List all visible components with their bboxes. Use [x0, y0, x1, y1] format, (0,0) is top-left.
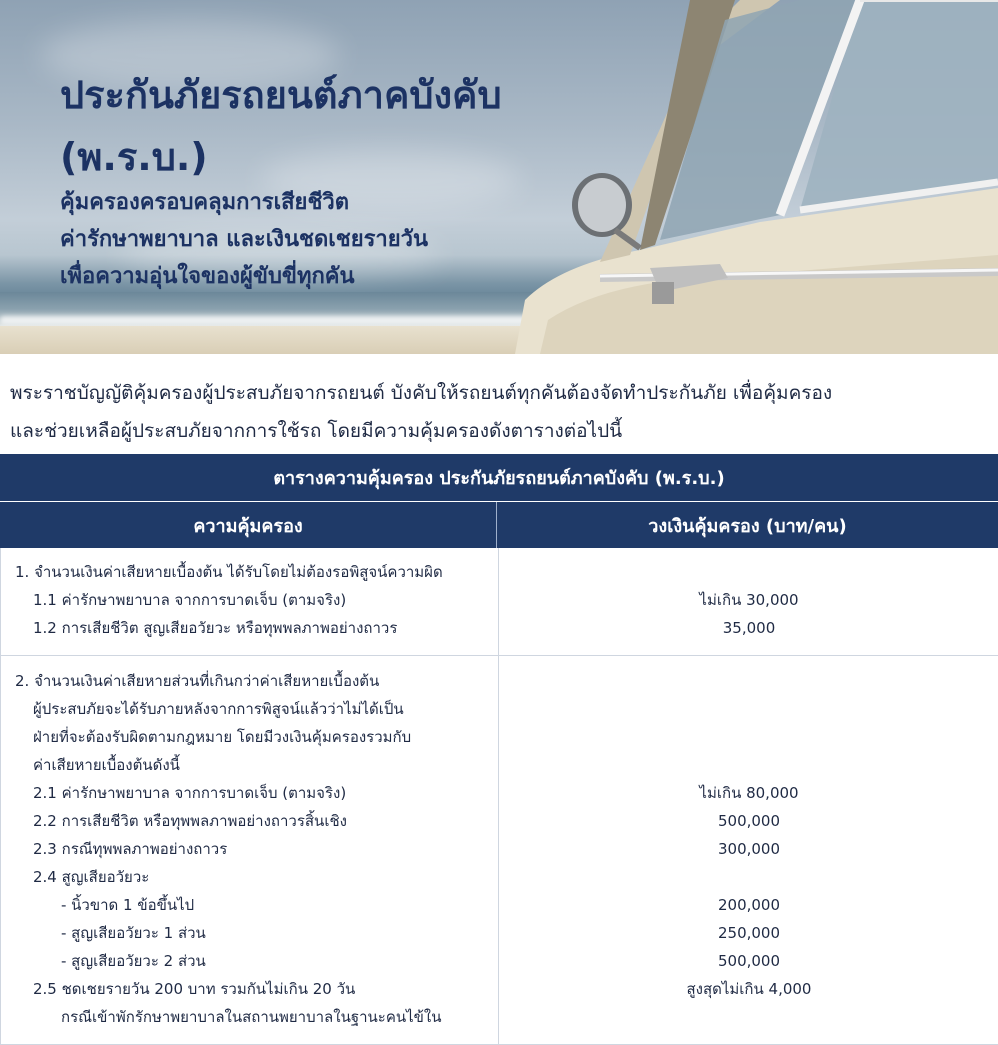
table-row-value: 300,000	[717, 840, 781, 858]
row-divider	[1, 655, 998, 656]
hero-subtitle	[60, 184, 520, 295]
table-row-value: ไม่เกิน 80,000	[699, 784, 799, 802]
table-row-label: 1.2 การเสียชีวิต สูญเสียอวัยวะ หรือทุพพลภาพอย่างถาวร	[33, 619, 398, 637]
coverage-table	[0, 548, 998, 1045]
col-header-coverage: ความคุ้มครอง	[0, 502, 497, 548]
table-row-value: 200,000	[717, 896, 781, 914]
intro-paragraph	[10, 374, 990, 450]
hero-subtitle-line1: คุ้มครองครอบคลุมการเสียชีวิต	[60, 190, 350, 215]
hero-subtitle-line3: เพื่อความอุ่นใจของผู้ขับขี่ทุกคัน	[60, 264, 355, 289]
table-row-label: 2.4 สูญเสียอวัยวะ	[33, 868, 150, 886]
intro-line2: และช่วยเหลือผู้ประสบภัยจากการใช้รถ โดยมีความคุ้มครองดังตารางต่อไปนี้	[10, 420, 623, 442]
table-header	[0, 502, 998, 548]
table-row-value: 500,000	[717, 952, 781, 970]
table-row-label: กรณีเข้าพักรักษาพยาบาลในสถานพยาบาลในฐานะคนไข้ใน	[61, 1008, 442, 1026]
hero-title-line1: ประกันภัยรถยนต์ภาคบังคับ	[60, 73, 502, 117]
table-row-label: - นิ้วขาด 1 ข้อขึ้นไป	[61, 896, 195, 914]
hero-banner	[0, 0, 998, 354]
table-row-value: 500,000	[717, 812, 781, 830]
table-row-value: สูงสุดไม่เกิน 4,000	[686, 980, 812, 998]
section1-heading: 1. จำนวนเงินค่าเสียหายเบื้องต้น ได้รับโดยไม่ต้องรอพิสูจน์ความผิด	[15, 563, 443, 581]
section2-heading-line1: 2. จำนวนเงินค่าเสียหายส่วนที่เกินกว่าค่าเสียหายเบื้องต้น	[15, 672, 380, 690]
section2-heading-line4: ค่าเสียหายเบื้องต้นดังนี้	[33, 756, 180, 774]
hero-title	[60, 64, 580, 188]
table-row-label: 1.1 ค่ารักษาพยาบาล จากการบาดเจ็บ (ตามจริง)	[33, 591, 347, 609]
hero-title-line2: (พ.ร.บ.)	[60, 135, 208, 179]
table-row-label: 2.5 ชดเชยรายวัน 200 บาท รวมกันไม่เกิน 20 วัน	[33, 980, 356, 998]
table-row-value: 250,000	[717, 924, 781, 942]
section2-heading-line2: ผู้ประสบภัยจะได้รับภายหลังจากการพิสูจน์แล้วว่าไม่ได้เป็น	[33, 700, 404, 718]
col-header-limit: วงเงินคุ้มครอง (บาท/คน)	[648, 515, 847, 537]
table-row-value: ไม่เกิน 30,000	[699, 591, 799, 609]
intro-line1: พระราชบัญญัติคุ้มครองผู้ประสบภัยจากรถยนต์ บังคับให้รถยนต์ทุกคันต้องจัดทำประกันภัย เพื่อคุ้มครอง	[10, 382, 833, 404]
table-title: ตารางความคุ้มครอง ประกันภัยรถยนต์ภาคบังคับ (พ.ร.บ.)	[0, 454, 998, 501]
section2-heading-line3: ฝ่ายที่จะต้องรับผิดตามกฎหมาย โดยมีวงเงินคุ้มครองรวมกับ	[33, 728, 412, 746]
table-row-label: - สูญเสียอวัยวะ 2 ส่วน	[61, 952, 206, 970]
table-row-label: 2.3 กรณีทุพพลภาพอย่างถาวร	[33, 840, 228, 858]
table-row-label: - สูญเสียอวัยวะ 1 ส่วน	[61, 924, 206, 942]
hero-subtitle-line2: ค่ารักษาพยาบาล และเงินชดเชยรายวัน	[60, 227, 429, 252]
table-row-value: 35,000	[722, 619, 776, 637]
table-row-label: 2.2 การเสียชีวิต หรือทุพพลภาพอย่างถาวรสิ้นเชิง	[33, 812, 347, 830]
table-row-label: 2.1 ค่ารักษาพยาบาล จากการบาดเจ็บ (ตามจริง)	[33, 784, 347, 802]
